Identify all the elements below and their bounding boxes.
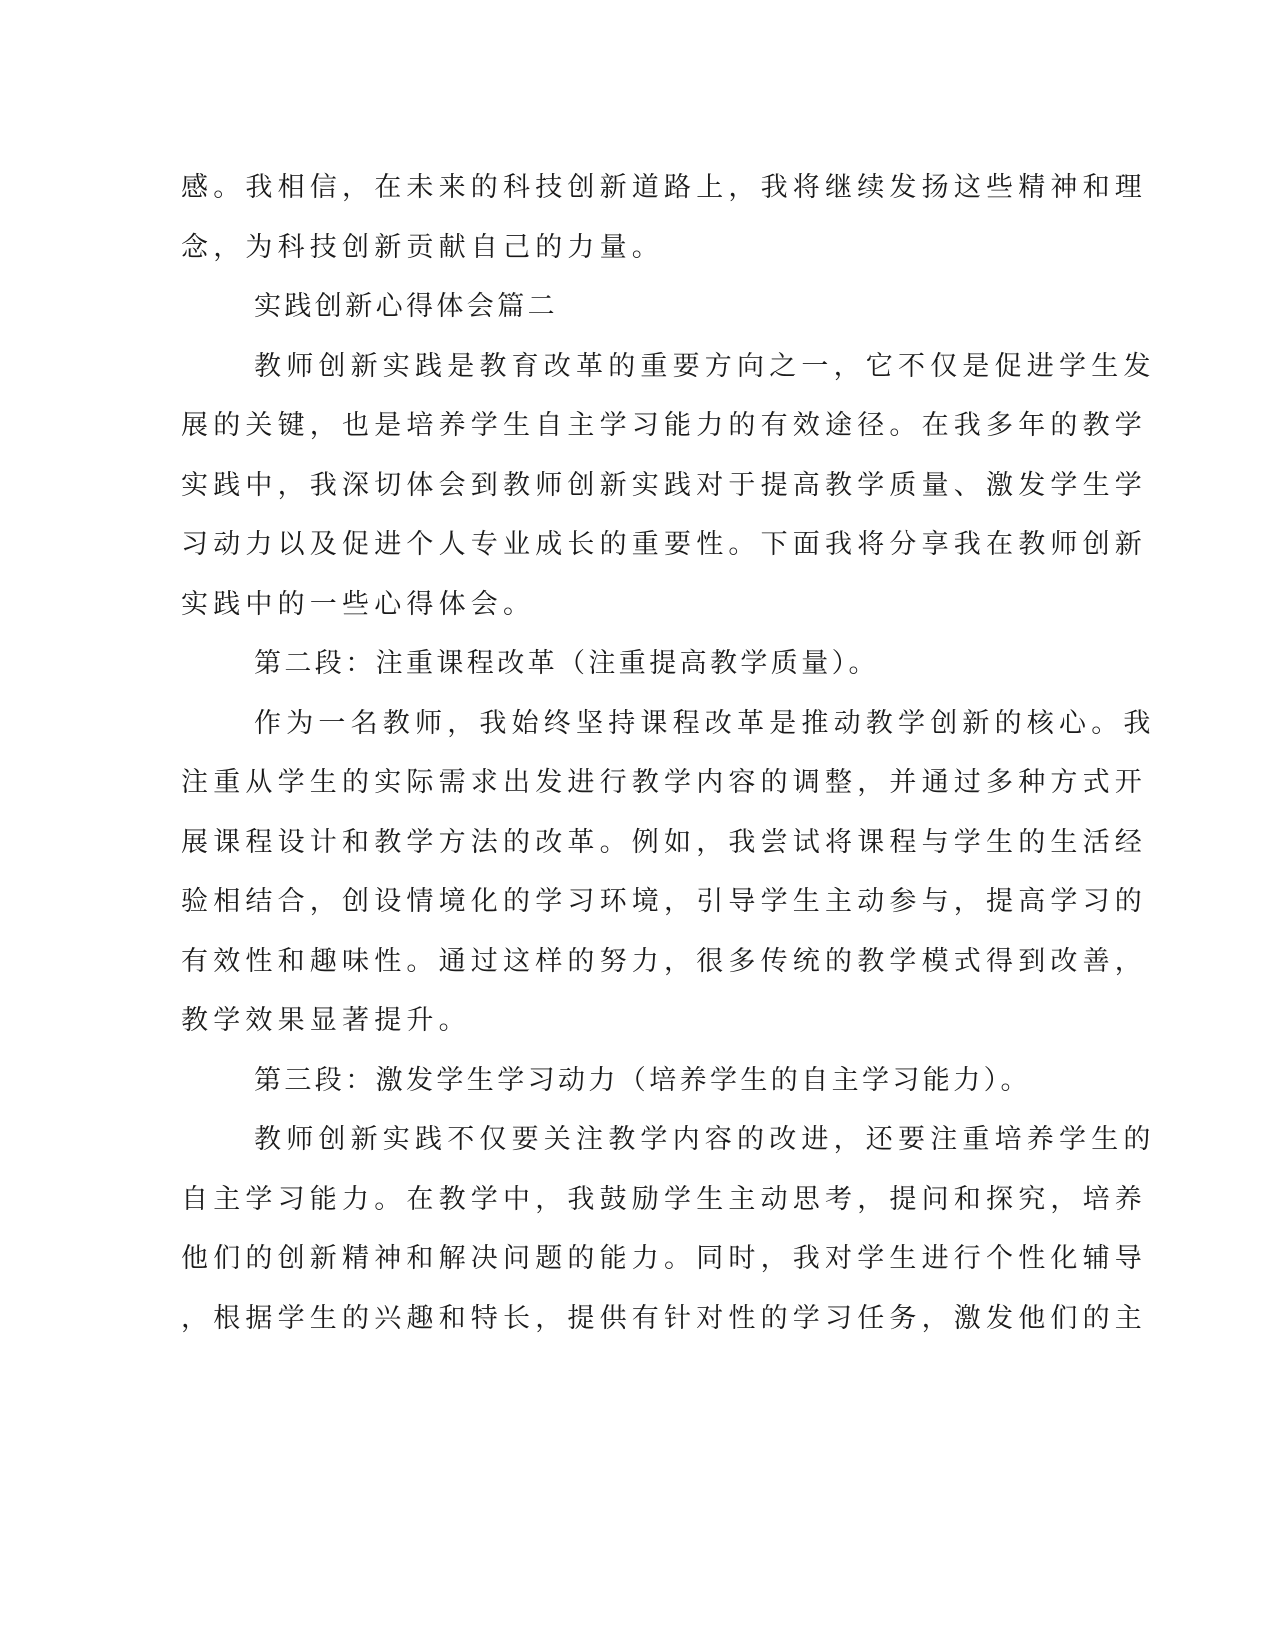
text-line: 感。我相信，在未来的科技创新道路上，我将继续发扬这些精神和理 — [181, 172, 1147, 203]
text-line: 展课程设计和教学方法的改革。例如，我尝试将课程与学生的生活经 — [181, 826, 1147, 858]
text-line: 有效性和趣味性。通过这样的努力，很多传统的教学模式得到改善， — [181, 945, 1147, 977]
subheading-text: 第二段：注重课程改革（注重提高教学质量）。 — [254, 648, 879, 679]
text-line: 教师创新实践不仅要关注教学内容的改进，还要注重培养学生的 — [254, 1124, 1156, 1155]
text-line: 教师创新实践是教育改革的重要方向之一，它不仅是促进学生发 — [254, 350, 1156, 382]
text-line: 自主学习能力。在教学中，我鼓励学生主动思考，提问和探究，培养 — [181, 1183, 1147, 1215]
section-title-text: 实践创新心得体会篇二 — [254, 291, 558, 322]
paragraph — [181, 1110, 1156, 1348]
text-line: 作为一名教师，我始终坚持课程改革是推动教学创新的核心。我 — [254, 707, 1156, 739]
text-line: 注重从学生的实际需求出发进行教学内容的调整，并通过多种方式开 — [181, 767, 1147, 798]
text-line: 习动力以及促进个人专业成长的重要性。下面我将分享我在教师创新 — [181, 529, 1147, 560]
text-line: 实践中的一些心得体会。 — [181, 588, 536, 620]
text-line: 念，为科技创新贡献自己的力量。 — [181, 231, 664, 263]
section-title — [181, 277, 1041, 337]
text-line: 教学效果显著提升。 — [181, 1005, 471, 1036]
text-line: ，根据学生的兴趣和特长，提供有针对性的学习任务，激发他们的主 — [181, 1302, 1147, 1334]
subheading — [181, 634, 1041, 694]
subheading — [181, 1051, 1041, 1111]
paragraph-continuation — [181, 158, 1147, 277]
text-line: 验相结合，创设情境化的学习环境，引导学生主动参与，提高学习的 — [181, 886, 1147, 917]
text-line: 展的关键，也是培养学生自主学习能力的有效途径。在我多年的教学 — [181, 410, 1147, 441]
subheading-text: 第三段：激发学生学习动力（培养学生的自主学习能力）。 — [254, 1064, 1031, 1096]
paragraph — [181, 337, 1156, 635]
paragraph — [181, 694, 1156, 1051]
text-line: 实践中，我深切体会到教师创新实践对于提高教学质量、激发学生学 — [181, 469, 1147, 501]
document-body — [181, 158, 1156, 1348]
text-line: 他们的创新精神和解决问题的能力。同时，我对学生进行个性化辅导 — [181, 1243, 1147, 1274]
